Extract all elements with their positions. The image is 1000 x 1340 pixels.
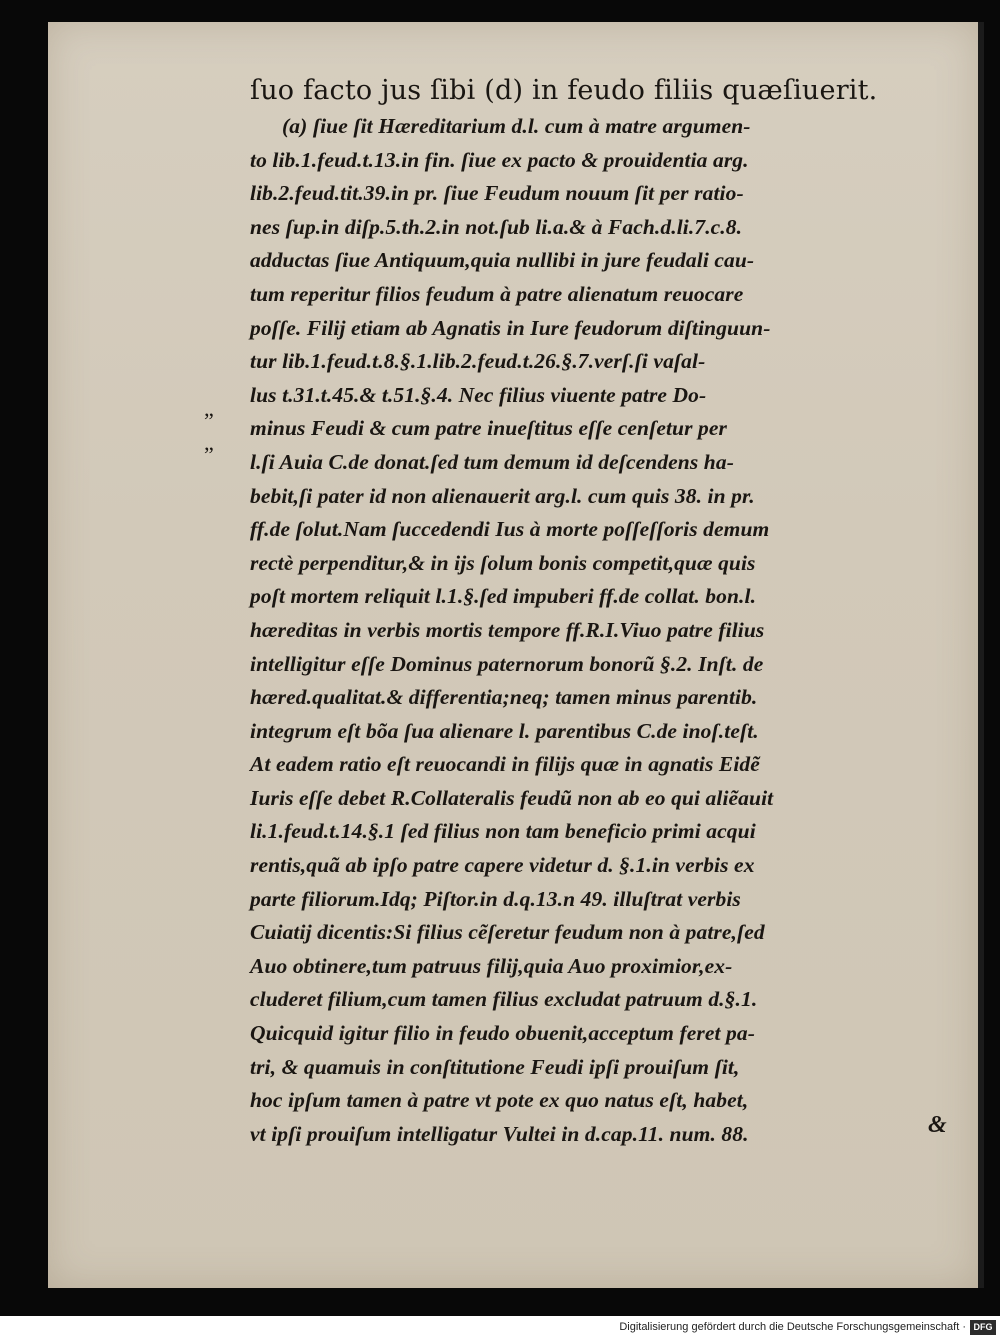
page-headline: ſuo facto jus ſibi (d) in feudo filiis quæſiuerit.: [250, 75, 878, 106]
text-line: hoc ipſum tamen à patre vt pote ex quo natus eſt, habet,: [250, 1088, 749, 1113]
text-line: cluderet filium,cum tamen filius excludat patruum d.§.1.: [250, 987, 758, 1012]
text-line: tur lib.1.feud.t.8.§.1.lib.2.feud.t.26.§.7.verſ.ſi vaſal-: [250, 349, 706, 374]
footnote-lines: [250, 110, 970, 1151]
text-line: Iuris eſſe debet R.Collateralis feudũ non ab eo qui aliẽauit: [250, 785, 774, 810]
text-line: vt ipſi prouiſum intelligatur Vultei in d.cap.11. num. 88.: [250, 1121, 749, 1146]
text-line: integrum eſt bõa ſua alienare l. parentibus C.de inoſ.teſt.: [250, 718, 759, 743]
text-line: tri, & quamuis in conſtitutione Feudi ipſi prouiſum ſit,: [250, 1054, 740, 1079]
text-line: tum reperitur filios feudum à patre alienatum reuocare: [250, 281, 744, 306]
text-line: intelligitur eſſe Dominus paternorum bonorũ §.2. Inſt. de: [250, 651, 764, 676]
text-line: hæred.qualitat.& differentia;neq; tamen minus parentib.: [250, 685, 758, 710]
text-line: Cuiatij dicentis:Si filius cẽſeretur feudum non à patre,ſed: [250, 920, 765, 945]
text-line: rentis,quã ab ipſo patre capere videtur d. §.1.in verbis ex: [250, 853, 755, 878]
page-text: [250, 72, 970, 1151]
funding-credit: Digitalisierung gefördert durch die Deutsche Forschungsgemeinschaft ·: [619, 1321, 966, 1333]
text-line: minus Feudi & cum patre inueſtitus eſſe cenſetur per: [250, 416, 728, 441]
footer-bar: [0, 1316, 1000, 1340]
text-line: hæreditas in verbis mortis tempore ff.R.I.Viuo patre filius: [250, 617, 765, 642]
text-line: rectè perpenditur,& in ijs ſolum bonis competit,quæ quis: [250, 550, 756, 575]
catchword: &: [928, 1112, 947, 1138]
text-line: bebit,ſi pater id non alienauerit arg.l. cum quis 38. in pr.: [250, 483, 755, 508]
text-line: li.1.feud.t.14.§.1 ſed filius non tam beneficio primi acqui: [250, 819, 756, 844]
text-line: nes ſup.in diſp.5.th.2.in not.ſub li.a.& à Fach.d.li.7.c.8.: [250, 214, 743, 239]
margin-quote-mark: „: [204, 396, 214, 421]
page-edge: [978, 22, 984, 1288]
margin-marks: [204, 392, 244, 459]
text-line: poſt mortem reliquit l.1.§.ſed impuberi ff.de collat. bon.l.: [250, 584, 757, 609]
dfg-logo-icon: DFG: [970, 1320, 996, 1335]
text-line: Auo obtinere,tum patruus filij,quia Auo proximior,ex-: [250, 953, 733, 978]
margin-quote-mark: „: [204, 429, 214, 455]
text-line: poſſe. Filij etiam ab Agnatis in Iure feudorum diſtinguun-: [250, 315, 771, 340]
text-line: parte filiorum.Idq; Piſtor.in d.q.13.n 49. illuſtrat verbis: [250, 886, 741, 911]
text-line: Quicquid igitur filio in feudo obuenit,acceptum feret pa-: [250, 1021, 755, 1046]
text-line: lib.2.feud.tit.39.in pr. ſiue Feudum nouum ſit per ratio-: [250, 181, 744, 206]
text-line: At eadem ratio eſt reuocandi in filijs quæ in agnatis Eidẽ: [250, 752, 760, 777]
text-line: lus t.31.t.45.& t.51.§.4. Nec filius viuente patre Do-: [250, 382, 707, 407]
text-line: l.ſi Auia C.de donat.ſed tum demum id deſcendens ha-: [250, 449, 734, 474]
text-line: ff.de ſolut.Nam ſuccedendi Ius à morte poſſeſſoris demum: [250, 517, 770, 542]
text-line: adductas ſiue Antiquum,quia nullibi in jure feudali cau-: [250, 248, 755, 273]
text-line: (a) ſiue ſit Hæreditarium d.l. cum à matre argumen-: [282, 114, 751, 138]
text-line: to lib.1.feud.t.13.in fin. ſiue ex pacto & prouidentia arg.: [250, 147, 749, 172]
